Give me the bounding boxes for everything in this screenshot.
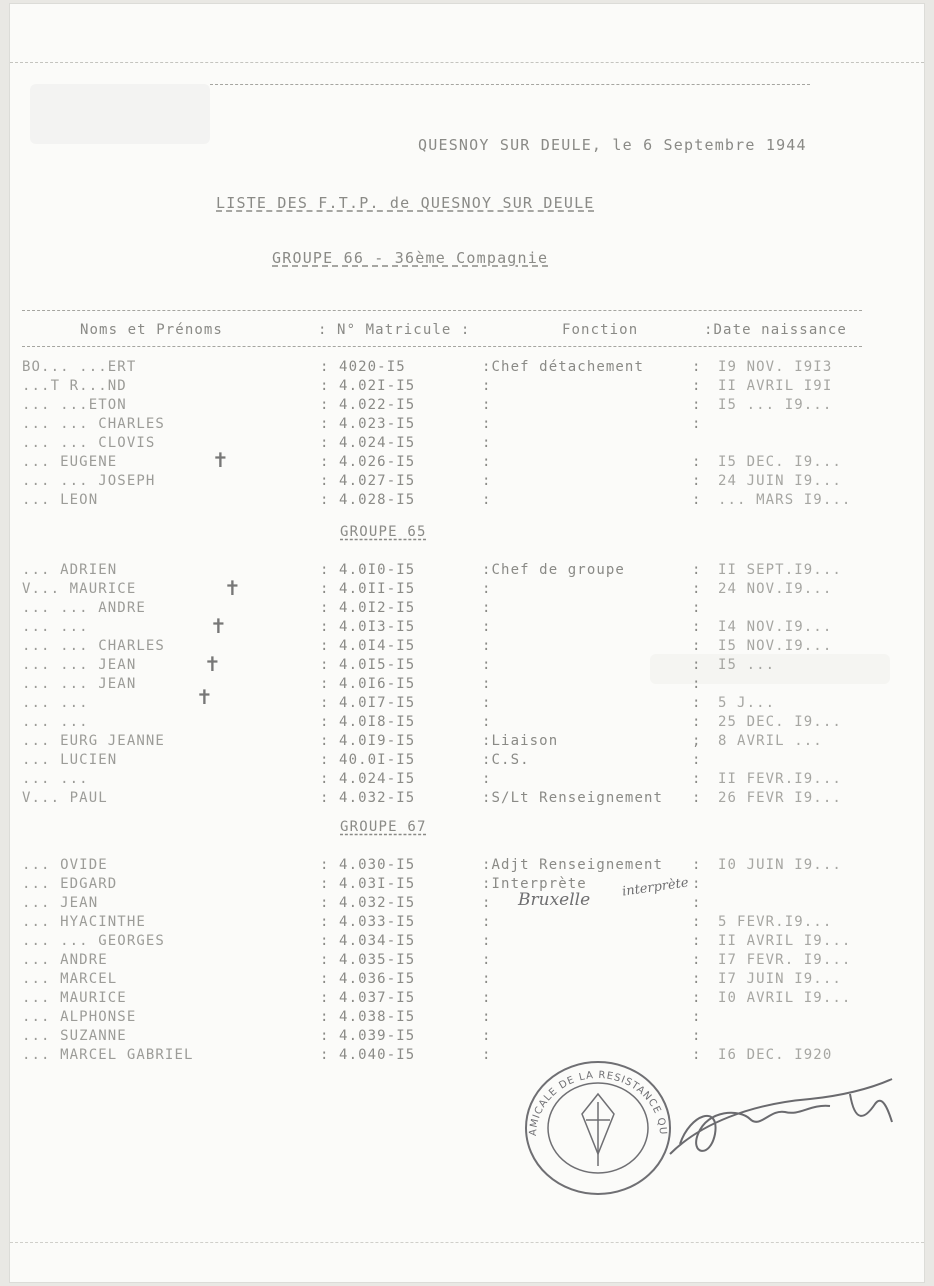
col-matricule-header: : N° Matricule : xyxy=(318,322,471,338)
cross-mark-icon: ✝ xyxy=(224,576,241,600)
table-row: ... EURG JEANNE : 4.0I9-I5 :Liaison ; 8 AVRIL ... xyxy=(22,733,823,749)
handwritten-note-interprete: interprète xyxy=(621,875,690,900)
smudge xyxy=(30,84,210,144)
table-row: ... LUCIEN : 40.0I-I5 :C.S. : xyxy=(22,752,702,768)
table-row: ... ... ANDRE : 4.0I2-I5 : : xyxy=(22,600,702,616)
group-67-label: GROUPE 67 xyxy=(340,819,427,835)
bottom-rule xyxy=(10,1242,924,1243)
table-row: ... HYACINTHE : 4.033-I5 : : 5 FEVR.I9... xyxy=(22,914,833,930)
signature xyxy=(660,1064,900,1174)
table-row: ... ... JOSEPH : 4.027-I5 : : 24 JUIN I9... xyxy=(22,473,842,489)
place-date: QUESNOY SUR DEULE, le 6 Septembre 1944 xyxy=(418,136,807,154)
table-row: ... SUZANNE : 4.039-I5 : : xyxy=(22,1028,702,1044)
table-row: V... MAURICE : 4.0II-I5 : : 24 NOV.I9... xyxy=(22,581,833,597)
col-naissance-header: :Date naissance xyxy=(704,322,847,338)
cross-mark-icon: ✝ xyxy=(212,448,229,472)
document-page xyxy=(10,4,924,1282)
table-row: ... MARCEL : 4.036-I5 : : I7 JUIN I9... xyxy=(22,971,842,987)
table-row: ... ALPHONSE : 4.038-I5 : : xyxy=(22,1009,702,1025)
table-row: ... ... GEORGES : 4.034-I5 : : II AVRIL I9... xyxy=(22,933,852,949)
top-rule xyxy=(210,84,810,85)
table-row: ...T R...ND : 4.02I-I5 : : II AVRIL I9I xyxy=(22,378,833,394)
svg-text:AMICALE DE LA RESISTANCE QUESN: AMICALE DE LA RESISTANCE QU xyxy=(527,1069,669,1137)
fold-line xyxy=(10,62,924,63)
cross-mark-icon: ✝ xyxy=(196,685,213,709)
table-row: ... ... : 4.0I3-I5 : : I4 NOV.I9... xyxy=(22,619,833,635)
table-row: ... LEON : 4.028-I5 : : ... MARS I9... xyxy=(22,492,852,508)
table-row: ... ... CLOVIS : 4.024-I5 : xyxy=(22,435,492,451)
group-65-label: GROUPE 65 xyxy=(340,524,427,540)
table-row: V... PAUL : 4.032-I5 :S/Lt Renseignement : 26 FEVR I9... xyxy=(22,790,842,806)
document-title: LISTE DES F.T.P. de QUESNOY SUR DEULE xyxy=(216,194,595,212)
table-row: ... ... : 4.0I8-I5 : : 25 DEC. I9... xyxy=(22,714,842,730)
table-row: ... ANDRE : 4.035-I5 : : I7 FEVR. I9... xyxy=(22,952,852,968)
table-row: ... ... : 4.024-I5 : : II FEVR.I9... xyxy=(22,771,842,787)
table-row: ... MAURICE : 4.037-I5 : : I0 AVRIL I9... xyxy=(22,990,852,1006)
cross-mark-icon: ✝ xyxy=(204,652,221,676)
table-row: ... JEAN : 4.032-I5 : : xyxy=(22,895,702,911)
cross-mark-icon: ✝ xyxy=(210,614,227,638)
table-row: ... ...ETON : 4.022-I5 : : I5 ... I9... xyxy=(22,397,833,413)
table-row: BO... ...ERT : 4020-I5 :Chef détachement : I9 NOV. I9I3 xyxy=(22,359,833,375)
table-header xyxy=(10,322,924,340)
table-row: ... EDGARD : 4.03I-I5 :Interprète : xyxy=(22,876,702,892)
table-row: ... ... JEAN : 4.0I5-I5 : : I5 ... xyxy=(22,657,776,673)
table-row: ... OVIDE : 4.030-I5 :Adjt Renseignement : I0 JUIN I9... xyxy=(22,857,842,873)
table-row: ... ... : 4.0I7-I5 : : 5 J... xyxy=(22,695,776,711)
header-rule-bottom xyxy=(22,346,862,347)
col-fonction-header: Fonction xyxy=(562,322,639,338)
table-row: ... ... JEAN : 4.0I6-I5 : : xyxy=(22,676,702,692)
handwritten-note-bruxelle: Bruxelle xyxy=(518,890,591,910)
header-rule-top xyxy=(22,310,862,311)
document-subtitle: GROUPE 66 - 36ème Compagnie xyxy=(272,249,549,267)
table-row: ... ... CHARLES : 4.0I4-I5 : : I5 NOV.I9... xyxy=(22,638,833,654)
table-row: ... ... CHARLES : 4.023-I5 : : xyxy=(22,416,702,432)
col-name-header: Noms et Prénoms xyxy=(80,322,223,338)
table-row: ... EUGENE : 4.026-I5 : : I5 DEC. I9... xyxy=(22,454,842,470)
table-row: ... ADRIEN : 4.0I0-I5 :Chef de groupe : II SEPT.I9... xyxy=(22,562,842,578)
table-row: ... MARCEL GABRIEL : 4.040-I5 : : I6 DEC. I920 xyxy=(22,1047,833,1063)
